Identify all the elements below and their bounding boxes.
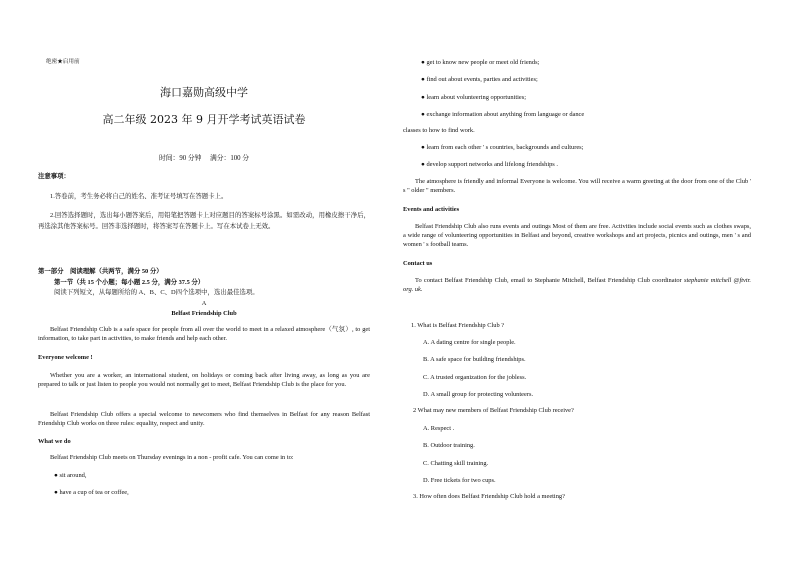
question-option: C. Chatting skill training. (423, 460, 489, 467)
school-name: 海口嘉勋高级中学 (160, 86, 248, 99)
notes-item-2: 2.回答选择题时，选出每小题答案后，用铅笔把答题卡上对应题目的答案标号涂黑。如需改动，用橡皮擦干净后，再选涂其他答案标号。回答非选择题时，将答案写在答题卡上。写在本试卷上无效。 (38, 212, 370, 230)
heading-everyone-welcome: Everyone welcome ! (38, 354, 93, 361)
passage-paragraph-3: Belfast Friendship Club offers a special welcome to newcomers who find themselves in Belfast for any reason Belfast Friendship Club works on three rules: equality, respect and unity. (38, 411, 370, 427)
notes-heading: 注意事项： (38, 173, 70, 180)
question-stem: 1. What is Belfast Friendship Club ? (411, 322, 505, 329)
question-option: A. Respect . (423, 425, 455, 432)
reading-instruction: 阅读下列短文，从每题所给的 A、B、C、D四个选项中，选出最佳选项。 (54, 289, 259, 296)
question-stem: 3. How often does Belfast Friendship Club hold a meeting? (413, 493, 565, 500)
question-option: B. A safe space for building friendships. (423, 356, 526, 363)
time-score: 时间：90 分钟 满分：100 分 (158, 155, 250, 162)
bullet-item-continued: classes to how to find work. (403, 127, 475, 134)
passage-paragraph-7: To contact Belfast Friendship Club, email to Stephanie Mitchell, Belfast Friendship Club coordinator stephanie mitchell @ftvtr. org. uk. (403, 277, 751, 293)
heading-events: Events and activities (403, 206, 460, 213)
question-stem: 2 What may new members of Belfast Friendship Club receive? (413, 407, 574, 414)
bullet-item: ● learn from each other ' s countries, backgrounds and cultures; (421, 144, 584, 151)
question-option: B. Outdoor training. (423, 442, 475, 449)
bullet-item: ● develop support networks and lifelong friendships . (421, 161, 558, 168)
passage-title: Belfast Friendship Club (171, 310, 237, 317)
exam-title: 高二年级 2023 年 9 月开学考试英语试卷 (102, 113, 306, 126)
passage-paragraph-5: The atmosphere is friendly and informal Everyone is welcome. You will receive a warm greeting at the door from one of the Club ' s " older " members. (403, 178, 751, 194)
passage-paragraph-4: Belfast Friendship Club meets on Thursday evenings in a non - profit cafe. You can come in to: (50, 454, 294, 461)
secret-mark: 绝密★启用前 (46, 59, 80, 65)
passage-letter: A (201, 300, 207, 307)
heading-what-we-do: What we do (38, 438, 71, 445)
question-option: D. Free tickets for two cups. (423, 477, 496, 484)
bullet-item: ● exchange information about anything from language or dance (421, 111, 585, 118)
passage-paragraph-1: Belfast Friendship Club is a safe space for people from all over the world to meet in a relaxed atmosphere（气氛）, to get information, to take part in activities, to make friends and help each other. (38, 326, 370, 342)
contact-email: stephanie mitchell @ftvtr. org. uk. (403, 277, 751, 293)
bullet-item: ● get to know new people or meet old friends; (421, 59, 540, 66)
section1-heading: 第一节（共 15 个小题；每小题 2.5 分，满分 37.5 分） (54, 279, 205, 286)
notes-item-1: 1.答卷前，考生务必将自己的姓名、准考证号填写在答题卡上。 (50, 193, 228, 200)
question-option: A. A dating centre for single people. (423, 339, 516, 346)
passage-paragraph-6: Belfast Friendship Club also runs events and outings Most of them are free. Activities include social events such as clothes swaps, a wide range of volunteering opportunities in Belfast and beyond, creative workshops and art projects, picnics and outings, men ' s and women ' s football teams. (403, 223, 751, 248)
passage-paragraph-2: Whether you are a worker, an international student, on holidays or coming back after living away, as long as you are prepared to talk or just listen to people you would not normally get to meet, Belfast Friendship Club is the place for you. (38, 372, 370, 388)
heading-contact: Contact us (403, 260, 433, 267)
bullet-item: ● sit around, (54, 472, 87, 479)
part1-heading: 第一部分 阅读理解（共两节，满分 50 分） (38, 268, 163, 275)
bullet-item: ● find out about events, parties and activities; (421, 76, 538, 83)
question-option: C. A trusted organization for the jobless. (423, 374, 527, 381)
question-option: D. A small group for protecting volunteers. (423, 391, 534, 398)
bullet-item: ● learn about volunteering opportunities; (421, 94, 527, 101)
bullet-item: ● have a cup of tea or coffee, (54, 489, 129, 496)
